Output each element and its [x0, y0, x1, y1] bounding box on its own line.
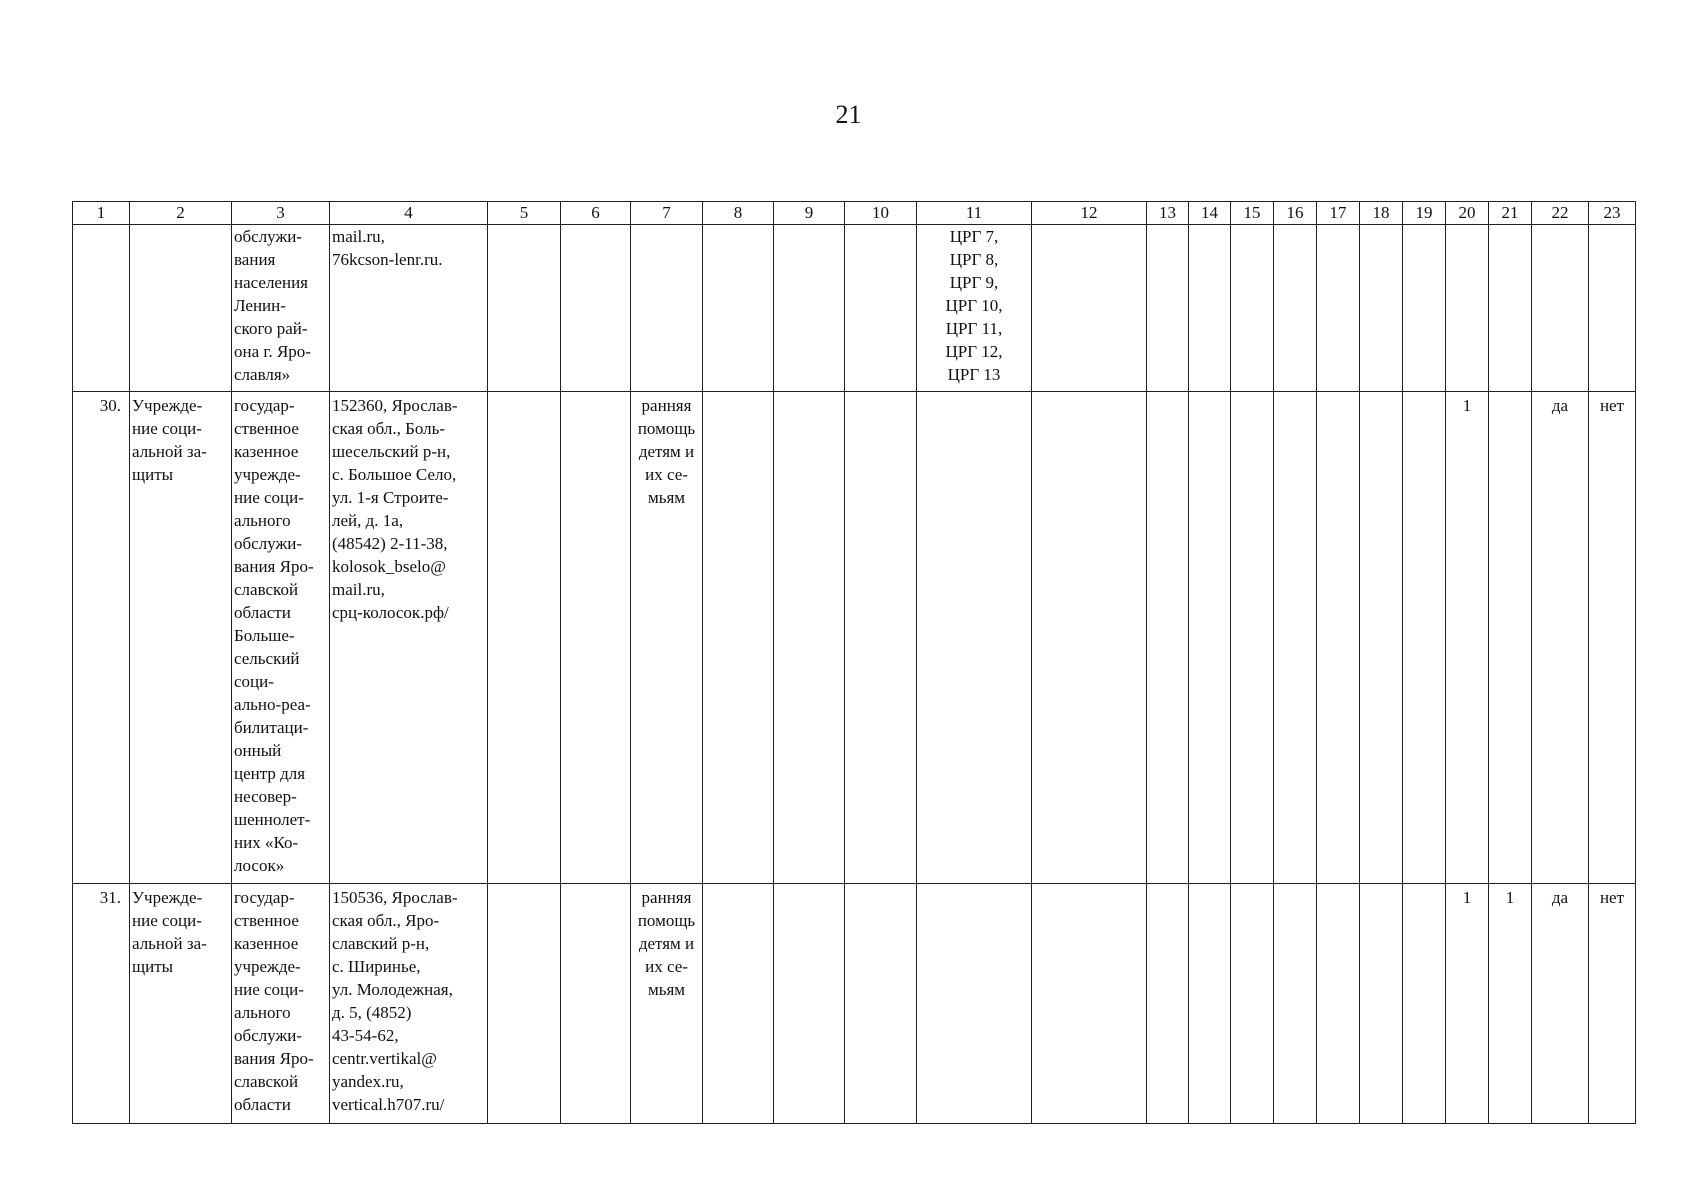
- column-header: 9: [774, 202, 845, 225]
- column-header: 8: [703, 202, 774, 225]
- cell-institution-type: Учрежде- ние соци- альной за- щиты: [130, 392, 232, 884]
- table-cell: [1147, 884, 1189, 1124]
- table-cell: [845, 225, 917, 392]
- table-cell: [1403, 225, 1446, 392]
- table-cell: [703, 884, 774, 1124]
- cell-institution-type: Учрежде- ние соци- альной за- щиты: [130, 884, 232, 1124]
- table-cell: [631, 225, 703, 392]
- column-header: 22: [1532, 202, 1589, 225]
- column-header: 19: [1403, 202, 1446, 225]
- table-cell: [845, 884, 917, 1124]
- column-header: 20: [1446, 202, 1489, 225]
- column-header: 10: [845, 202, 917, 225]
- cell-groups: ЦРГ 7, ЦРГ 8, ЦРГ 9, ЦРГ 10, ЦРГ 11, ЦРГ 12, ЦРГ 13: [917, 225, 1032, 392]
- table-cell: [1489, 225, 1532, 392]
- table-cell: [1189, 392, 1231, 884]
- column-header: 13: [1147, 202, 1189, 225]
- table-cell: [1231, 884, 1274, 1124]
- services-table: [72, 201, 1636, 1124]
- table-row: [73, 392, 1636, 884]
- table-cell: [703, 392, 774, 884]
- table-cell: [1147, 392, 1189, 884]
- table-cell: [1317, 225, 1360, 392]
- table-cell: [1032, 392, 1147, 884]
- table-cell: [1189, 884, 1231, 1124]
- table-cell: [703, 225, 774, 392]
- table-cell: [1403, 392, 1446, 884]
- table-cell: [1360, 884, 1403, 1124]
- cell-organization: обслужи- вания населения Ленин- ского рай- она г. Яро- славля»: [232, 225, 330, 392]
- cell-organization: государ- ственное казенное учрежде- ние соци- ального обслужи- вания Яро- славской области: [232, 884, 330, 1124]
- cell-row-number: 30.: [73, 392, 130, 884]
- table-cell: [1274, 225, 1317, 392]
- column-header: 6: [561, 202, 631, 225]
- table-cell: [488, 884, 561, 1124]
- cell-row-number: 31.: [73, 884, 130, 1124]
- table-cell: [1274, 884, 1317, 1124]
- column-header: 2: [130, 202, 232, 225]
- table-cell: [488, 392, 561, 884]
- column-header: 12: [1032, 202, 1147, 225]
- cell-service: ранняя помощь детям и их се- мьям: [631, 392, 703, 884]
- cell-col-21: 1: [1489, 884, 1532, 1124]
- column-header: 11: [917, 202, 1032, 225]
- table-cell: [774, 225, 845, 392]
- cell-col-20: 1: [1446, 884, 1489, 1124]
- table-cell: [917, 392, 1032, 884]
- column-header: 5: [488, 202, 561, 225]
- page-number: 21: [835, 100, 862, 129]
- table-cell: [1231, 225, 1274, 392]
- cell-service: ранняя помощь детям и их се- мьям: [631, 884, 703, 1124]
- table-cell: [1446, 225, 1489, 392]
- table-cell: [1360, 225, 1403, 392]
- column-header: 4: [330, 202, 488, 225]
- cell-col-22: да: [1532, 884, 1589, 1124]
- table-cell: [73, 225, 130, 392]
- column-header: 3: [232, 202, 330, 225]
- cell-col-23: нет: [1589, 884, 1636, 1124]
- table-cell: [1532, 225, 1589, 392]
- column-header: 14: [1189, 202, 1231, 225]
- table-cell: [1231, 392, 1274, 884]
- table-cell: [1032, 225, 1147, 392]
- cell-col-20: 1: [1446, 392, 1489, 884]
- table-cell: [561, 392, 631, 884]
- table-cell: [1317, 884, 1360, 1124]
- table-cell: [1032, 884, 1147, 1124]
- table-cell: [1403, 884, 1446, 1124]
- table-cell: [774, 392, 845, 884]
- column-header: 16: [1274, 202, 1317, 225]
- cell-address: 150536, Ярослав- ская обл., Яро- славский р-н, с. Ширинье, ул. Молодежная, д. 5, (4852) 43-54-62, centr.vertikal@ yandex.ru, vertical.h707.ru/: [330, 884, 488, 1124]
- column-header: 15: [1231, 202, 1274, 225]
- table-cell: [1317, 392, 1360, 884]
- table-row: [73, 884, 1636, 1124]
- column-header: 7: [631, 202, 703, 225]
- table-cell: [774, 884, 845, 1124]
- cell-col-21: [1489, 392, 1532, 884]
- table-cell: [1589, 225, 1636, 392]
- table-cell: [917, 884, 1032, 1124]
- table-cell: [561, 225, 631, 392]
- column-header: 18: [1360, 202, 1403, 225]
- table-cell: [130, 225, 232, 392]
- cell-col-23: нет: [1589, 392, 1636, 884]
- table-cell: [1147, 225, 1189, 392]
- table-cell: [1189, 225, 1231, 392]
- column-header: 21: [1489, 202, 1532, 225]
- cell-address: mail.ru, 76kcson-lenr.ru.: [330, 225, 488, 392]
- cell-col-22: да: [1532, 392, 1589, 884]
- table-cell: [1274, 392, 1317, 884]
- column-header: 1: [73, 202, 130, 225]
- cell-organization: государ- ственное казенное учрежде- ние соци- ального обслужи- вания Яро- славской области Больше- сельский соци- ально-реа- билитаци- онный центр для несовер- шеннолет- них «Ко- лосок»: [232, 392, 330, 884]
- cell-address: 152360, Ярослав- ская обл., Боль- шесельский р-н, с. Большое Село, ул. 1-я Строите- лей, д. 1а, (48542) 2-11-38, kolosok_bselo@ mail.ru, срц-колосок.рф/: [330, 392, 488, 884]
- table-cell: [488, 225, 561, 392]
- table-cell: [561, 884, 631, 1124]
- column-header: 23: [1589, 202, 1636, 225]
- header-row: [73, 202, 1636, 225]
- column-header: 17: [1317, 202, 1360, 225]
- table-cell: [845, 392, 917, 884]
- table-row-continuation: [73, 225, 1636, 392]
- table-cell: [1360, 392, 1403, 884]
